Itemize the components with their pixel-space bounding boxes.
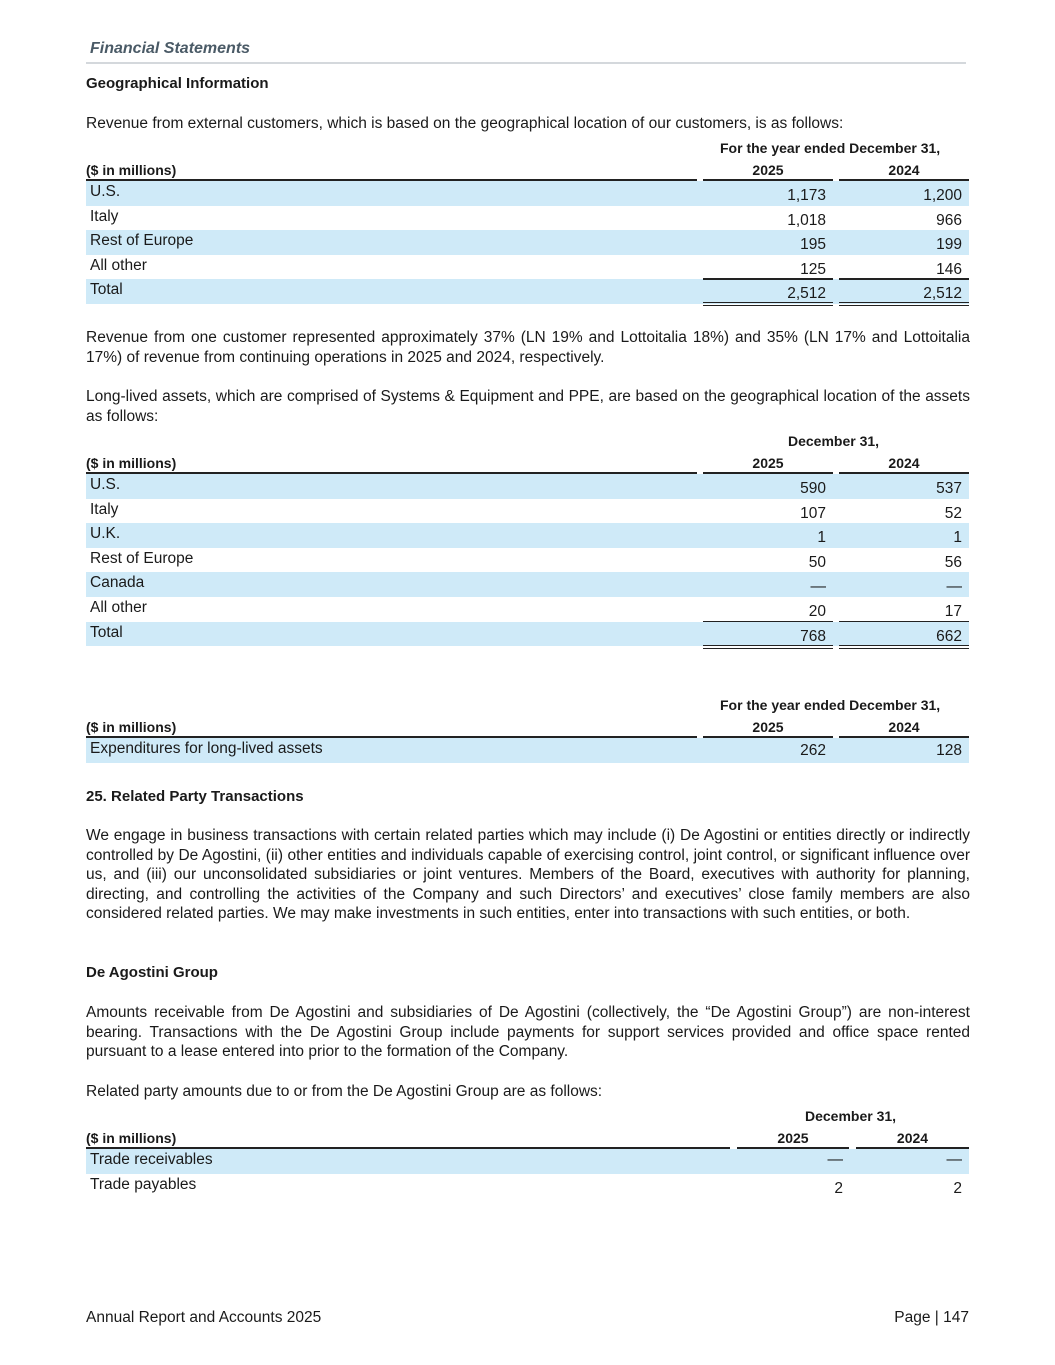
table-row: Canada — — [86,572,969,597]
dea-heading: De Agostini Group [86,964,218,981]
table-row: Rest of Europe 50 56 [90,549,962,571]
long-lived-assets-table [86,432,969,646]
geo-heading: Geographical Information [86,75,269,92]
header-rule [86,62,966,64]
assets-period: December 31, [788,433,880,449]
revenue-table [86,139,969,304]
expenditures-col-2025: 2025 [752,719,784,735]
related-col-2025: 2025 [777,1130,809,1146]
related-para: We engage in business transactions with certain related parties which may include (i) De Agostini or entities directly or indirectly controlled by De Agostini, (ii) other entities and individuals capable of exercising control, joint control, or significant influence over us, and (iii) our unconsolidated subsidiaries or joint ventures. Members of the Board, executives with authority for planning, directing, and controlling the activities of the Company and such Directors’ and executives’ close family members are also considered related parties. We may make investments in such entities, enter into transactions with such entities, or both. [86,827,970,922]
assets-col-2025: 2025 [752,455,784,471]
amounts-intro: Related party amounts due to or from the De Agostini Group are as follows: [86,1083,603,1100]
section-header: Financial Statements [90,40,251,57]
footer-title: Annual Report and Accounts 2025 [86,1309,322,1326]
customer-note: Revenue from one customer represented approximately 37% (LN 19% and Lottoitalia 18%) and 35% (LN 17% and Lottoitalia 17%) of revenue from continuing operations in 2025 and 2024, respectively. [86,329,970,366]
table-row-total: Total 2,512 2,512 [86,279,969,304]
assets-unit: ($ in millions) [86,455,177,471]
revenue-period: For the year ended December 31, [720,140,941,156]
expenditures-table [86,696,969,763]
expenditures-unit: ($ in millions) [86,719,177,735]
revenue-col-2025: 2025 [752,162,784,178]
expenditures-period: For the year ended December 31, [720,697,941,713]
table-row: Trade receivables — — [86,1149,969,1174]
related-period: December 31, [805,1108,897,1124]
table-row: Trade payables 2 2 [90,1175,962,1197]
geo-intro: Revenue from external customers, which is based on the geographical location of our customers, is as follows: [86,115,844,132]
table-row: Italy 1,018 966 [90,207,962,229]
table-row: Rest of Europe 195 199 [86,230,969,255]
assets-intro: Long-lived assets, which are comprised of Systems & Equipment and PPE, are based on the geographical location of the assets as follows: [86,388,970,425]
related-col-2024: 2024 [896,1130,929,1146]
assets-col-2024: 2024 [888,455,920,471]
related-unit: ($ in millions) [86,1130,177,1146]
table-row: Expenditures for long-lived assets 262 128 [86,738,969,763]
table-row: U.S. 1,173 1,200 [86,181,969,206]
related-amounts-table [86,1107,969,1198]
revenue-unit: ($ in millions) [86,162,177,178]
dea-para: Amounts receivable from De Agostini and subsidiaries of De Agostini (collectively, the “De Agostini Group”) are non-interest bearing. Transactions with the De Agostini Group include payments for support services provided and office space rented pursuant to a lease entered into prior to the formation of the Company. [86,1004,970,1060]
table-row: All other 125 146 [90,256,962,278]
table-row-total: Total 768 662 [86,622,969,647]
table-row: U.K. 1 1 [86,523,969,548]
table-row: All other 20 17 [90,598,962,620]
related-heading: 25. Related Party Transactions [86,788,304,805]
table-row: Italy 107 52 [90,500,962,522]
expenditures-col-2024: 2024 [888,719,920,735]
revenue-col-2024: 2024 [888,162,920,178]
page-number: Page | 147 [894,1309,969,1326]
table-row: U.S. 590 537 [86,474,969,499]
